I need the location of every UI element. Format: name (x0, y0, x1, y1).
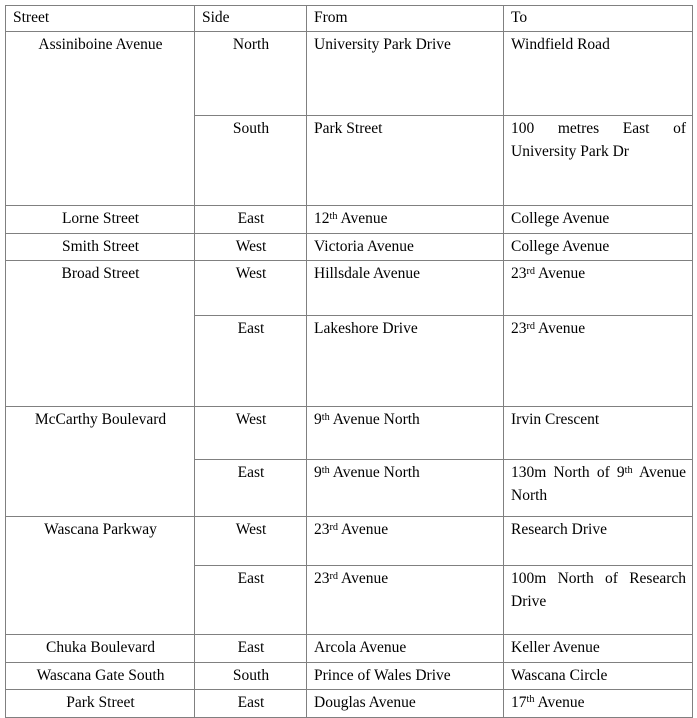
cell-street: Smith Street (6, 233, 195, 260)
cell-side: East (195, 460, 307, 517)
cell-to: 23rd Avenue (504, 316, 693, 407)
cell-from: Douglas Avenue (307, 690, 504, 717)
cell-street: Wascana Gate South (6, 662, 195, 689)
column-header-from: From (307, 6, 504, 32)
cell-from: University Park Drive (307, 32, 504, 116)
table-row (6, 233, 693, 260)
cell-from: 9th Avenue North (307, 407, 504, 460)
cell-from: Prince of Wales Drive (307, 662, 504, 689)
cell-to: 130m North of 9th Avenue North (504, 460, 693, 517)
cell-side: West (195, 233, 307, 260)
cell-from: 12th Avenue (307, 206, 504, 233)
cell-side: East (195, 316, 307, 407)
cell-to: Windfield Road (504, 32, 693, 116)
cell-side: East (195, 690, 307, 717)
cell-side: East (195, 635, 307, 662)
cell-street: Park Street (6, 690, 195, 717)
cell-from: Park Street (307, 116, 504, 206)
cell-side: East (195, 566, 307, 635)
table-row (6, 662, 693, 689)
cell-from: Victoria Avenue (307, 233, 504, 260)
cell-side: East (195, 206, 307, 233)
cell-street: Chuka Boulevard (6, 635, 195, 662)
cell-side: South (195, 116, 307, 206)
column-header-street: Street (6, 6, 195, 32)
table-row (6, 407, 693, 460)
cell-from: 23rd Avenue (307, 517, 504, 566)
cell-to: 100 metres East of University Park Dr (504, 116, 693, 206)
cell-to: College Avenue (504, 206, 693, 233)
table-row (6, 206, 693, 233)
cell-to: 17th Avenue (504, 690, 693, 717)
cell-street: Broad Street (6, 261, 195, 407)
cell-street: McCarthy Boulevard (6, 407, 195, 517)
cell-from: Arcola Avenue (307, 635, 504, 662)
cell-from: 9th Avenue North (307, 460, 504, 517)
cell-to: Keller Avenue (504, 635, 693, 662)
cell-from: Hillsdale Avenue (307, 261, 504, 316)
cell-side: West (195, 261, 307, 316)
table-row (6, 635, 693, 662)
cell-street: Wascana Parkway (6, 517, 195, 635)
column-header-side: Side (195, 6, 307, 32)
cell-to: Irvin Crescent (504, 407, 693, 460)
cell-side: South (195, 662, 307, 689)
table-row (6, 690, 693, 717)
cell-to: Research Drive (504, 517, 693, 566)
cell-side: West (195, 407, 307, 460)
cell-to: 23rd Avenue (504, 261, 693, 316)
table-row (6, 261, 693, 316)
cell-to: 100m North of Research Drive (504, 566, 693, 635)
table-body (6, 32, 693, 717)
cell-street: Lorne Street (6, 206, 195, 233)
cell-street: Assiniboine Avenue (6, 32, 195, 206)
cell-from: 23rd Avenue (307, 566, 504, 635)
cell-side: West (195, 517, 307, 566)
table-row (6, 32, 693, 116)
table-header-row (6, 6, 693, 32)
cell-from: Lakeshore Drive (307, 316, 504, 407)
column-header-to: To (504, 6, 693, 32)
street-restrictions-table (5, 5, 693, 718)
table-head (6, 6, 693, 32)
cell-side: North (195, 32, 307, 116)
cell-to: Wascana Circle (504, 662, 693, 689)
table-row (6, 517, 693, 566)
cell-to: College Avenue (504, 233, 693, 260)
